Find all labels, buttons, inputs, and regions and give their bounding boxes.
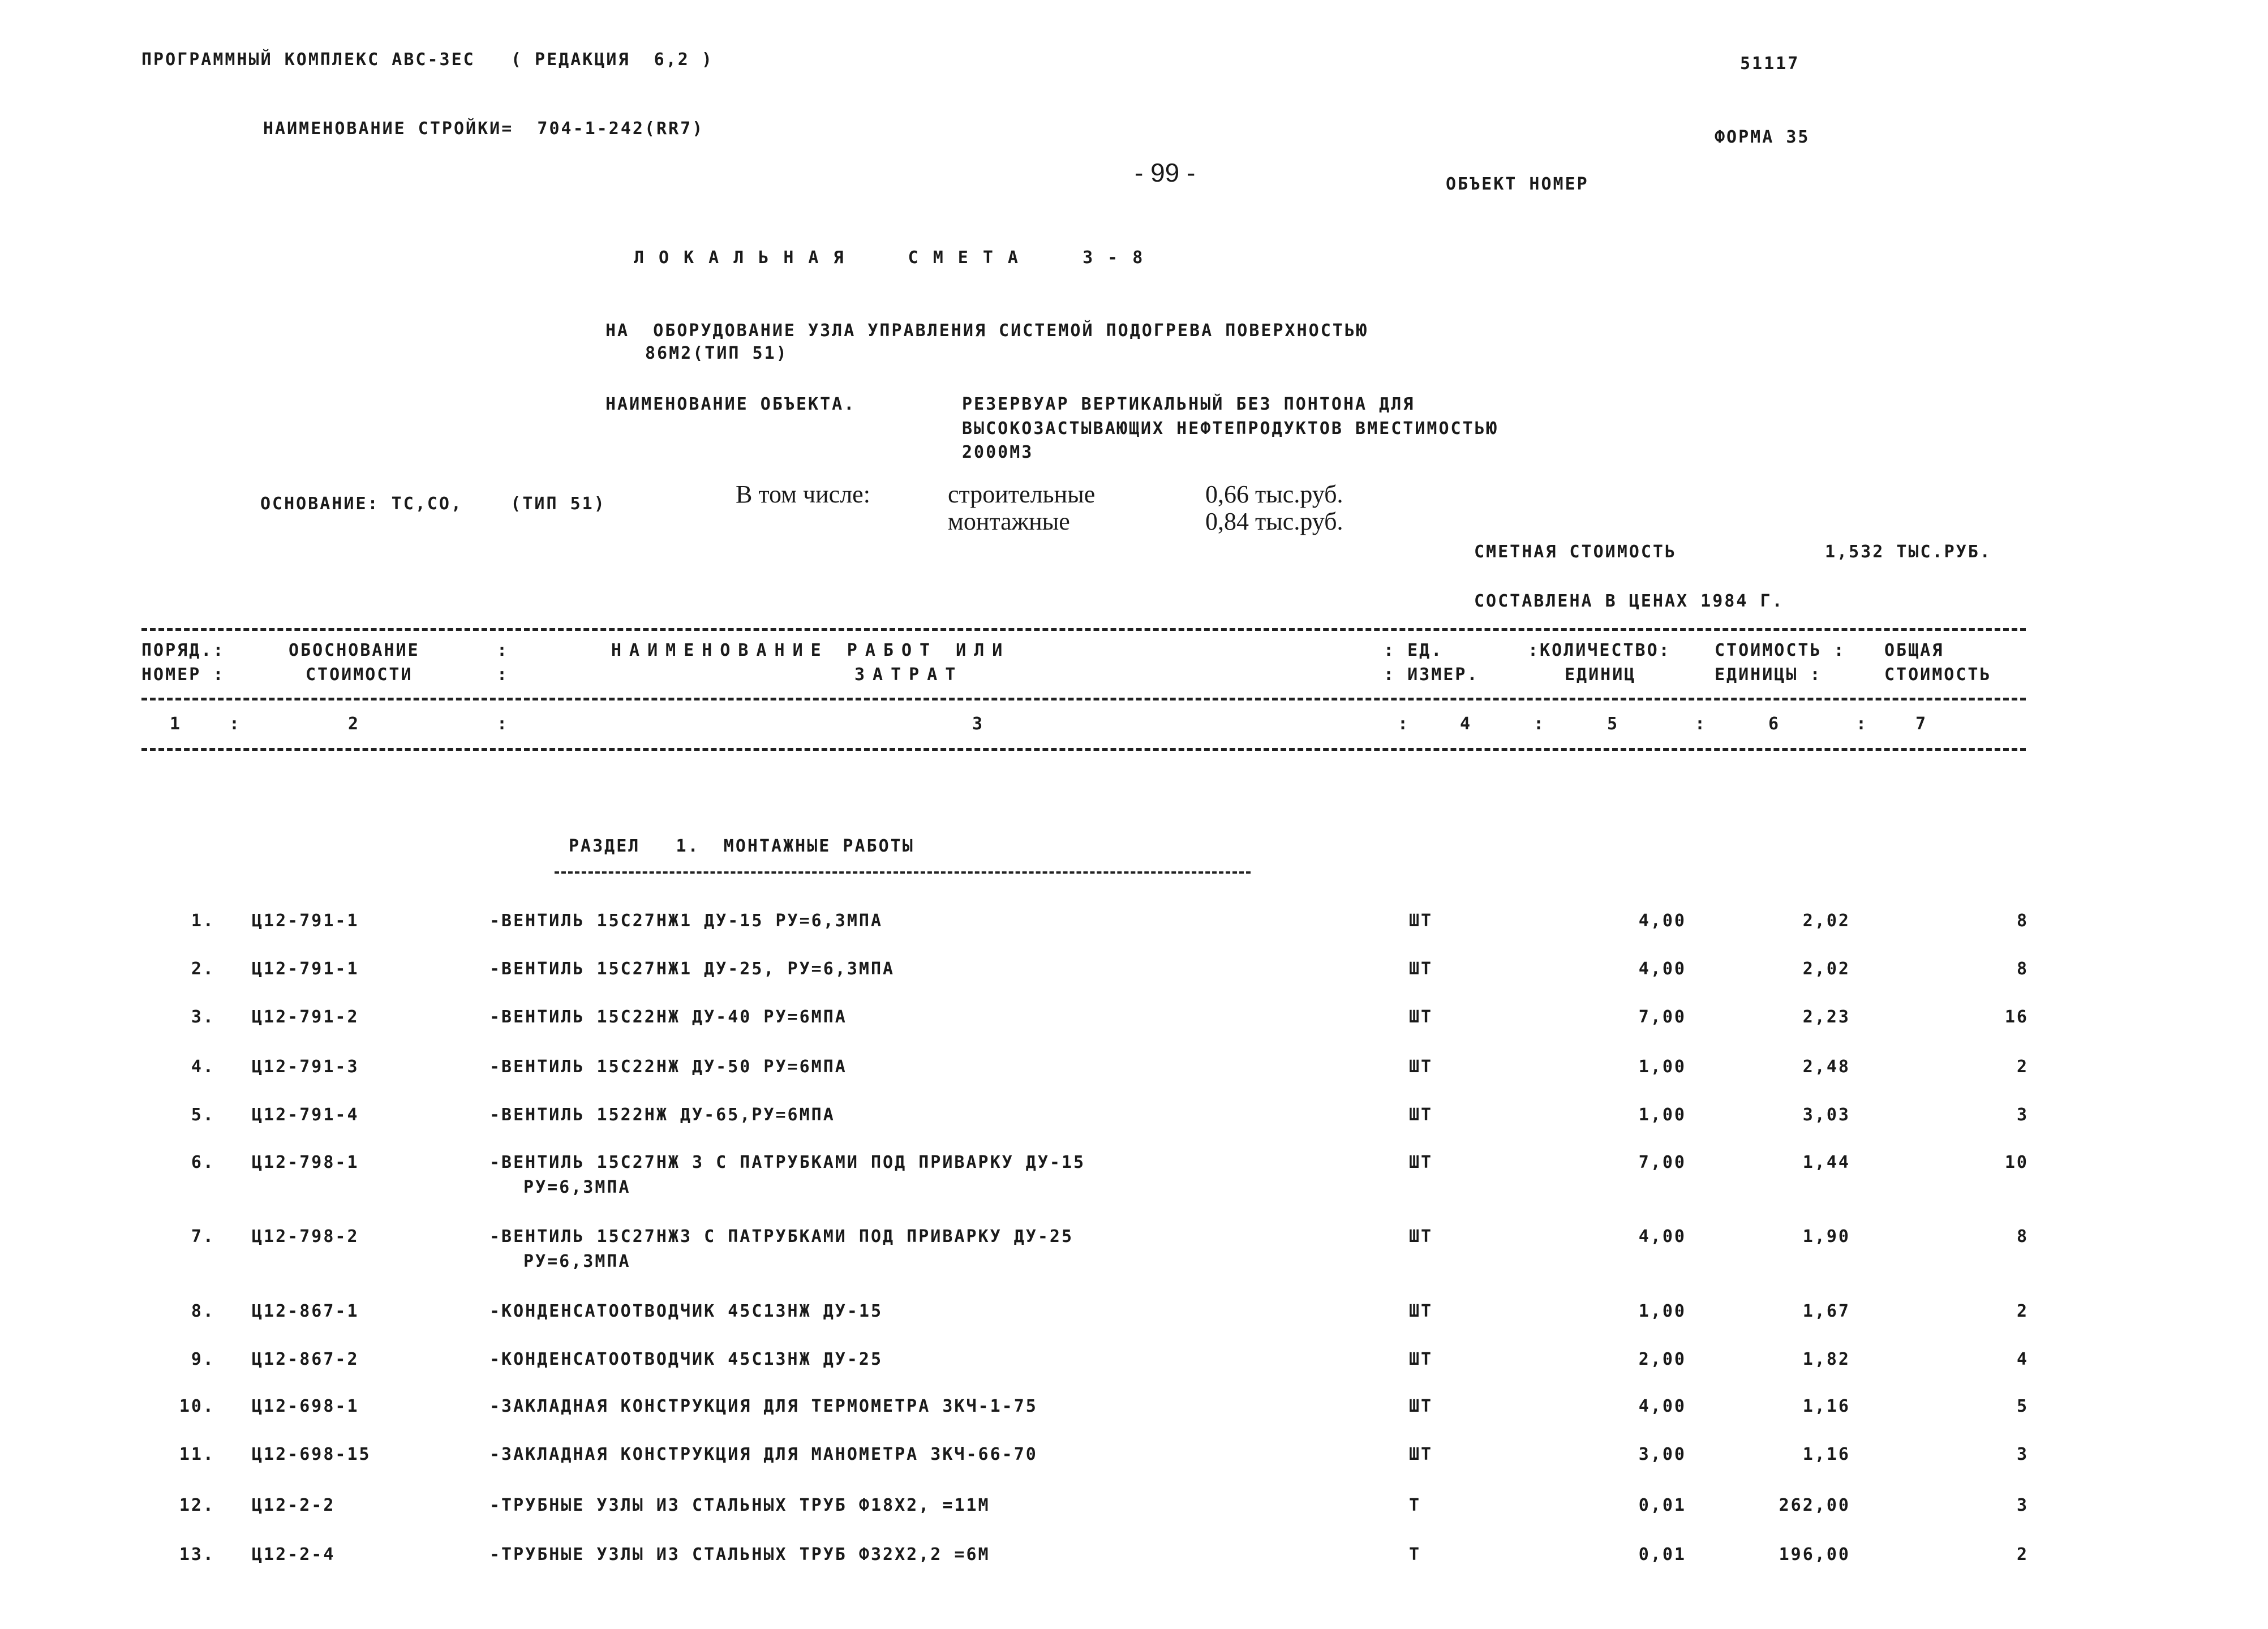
row-total-cost: 8 xyxy=(2016,911,2029,931)
row-work-name: -ВЕНТИЛЬ 15С27НЖ3 С ПАТРУБКАМИ ПОД ПРИВАРКУ ДУ-25 xyxy=(489,1227,1074,1247)
object-name-line1: РЕЗЕРВУАР ВЕРТИКАЛЬНЫЙ БЕЗ ПОНТОНА ДЛЯ xyxy=(962,394,1415,414)
estimate-title: ЛОКАЛЬНАЯ СМЕТА 3-8 xyxy=(634,248,1158,268)
row-order-number: 8. xyxy=(191,1301,215,1321)
table-row xyxy=(0,1007,2268,1064)
column-sep-1: : xyxy=(229,714,242,734)
row-unit-cost: 2,48 xyxy=(1802,1057,1850,1077)
row-total-cost: 3 xyxy=(2016,1495,2029,1515)
row-unit-cost: 262,00 xyxy=(1779,1495,1850,1515)
program-header: ПРОГРАММНЫЙ КОМПЛЕКС АВС-3ЕС ( РЕДАКЦИЯ 6,2 ) xyxy=(141,50,714,70)
row-quantity: 3,00 xyxy=(1638,1445,1686,1464)
row-order-number: 10. xyxy=(179,1396,215,1416)
row-work-name: -ТРУБНЫЕ УЗЛЫ ИЗ СТАЛЬНЫХ ТРУБ Ф32Х2,2 =6М xyxy=(489,1545,990,1564)
row-unit-cost: 1,82 xyxy=(1802,1349,1850,1369)
table-row xyxy=(0,1545,2268,1601)
column-sep-3: : xyxy=(1398,714,1410,734)
estimate-subject-line1: НА ОБОРУДОВАНИЕ УЗЛА УПРАВЛЕНИЯ СИСТЕМОЙ ПОДОГРЕВА ПОВЕРХНОСТЬЮ xyxy=(605,321,1368,341)
row-basis-code: Ц12-791-3 xyxy=(252,1057,359,1077)
header-total-cost-2: СТОИМОСТЬ xyxy=(1884,665,1992,685)
row-work-name: -ВЕНТИЛЬ 15С22НЖ ДУ-40 РУ=6МПА xyxy=(489,1007,847,1027)
column-number-7: 7 xyxy=(1915,714,1928,734)
row-order-number: 11. xyxy=(179,1445,215,1464)
estimated-cost-value: 1,532 ТЫС.РУБ. xyxy=(1825,542,1992,562)
construction-value: 0,66 тыс.руб. xyxy=(1205,480,1343,508)
row-quantity: 4,00 xyxy=(1638,959,1686,979)
row-unit: ШТ xyxy=(1409,1349,1433,1369)
row-total-cost: 8 xyxy=(2016,959,2029,979)
header-quantity-2: ЕДИНИЦ xyxy=(1565,665,1636,685)
row-work-name: -КОНДЕНСАТООТВОДЧИК 45С13НЖ ДУ-25 xyxy=(489,1349,883,1369)
row-unit: ШТ xyxy=(1409,1153,1433,1172)
header-unit-cost-1: СТОИМОСТЬ : xyxy=(1715,641,1846,660)
row-unit-cost: 2,02 xyxy=(1802,911,1850,931)
object-name-line2: ВЫСОКОЗАСТЫВАЮЩИХ НЕФТЕПРОДУКТОВ ВМЕСТИМОСТЬЮ xyxy=(962,419,1498,439)
row-order-number: 6. xyxy=(191,1153,215,1172)
row-total-cost: 2 xyxy=(2016,1301,2029,1321)
row-work-name: -ВЕНТИЛЬ 15С22НЖ ДУ-50 РУ=6МПА xyxy=(489,1057,847,1077)
row-order-number: 1. xyxy=(191,911,215,931)
row-order-number: 9. xyxy=(191,1349,215,1369)
installation-label: монтажные xyxy=(948,508,1070,535)
row-unit-cost: 2,02 xyxy=(1802,959,1850,979)
row-unit: ШТ xyxy=(1409,1007,1433,1027)
row-quantity: 7,00 xyxy=(1638,1007,1686,1027)
row-quantity: 0,01 xyxy=(1638,1495,1686,1515)
row-unit-cost: 1,90 xyxy=(1802,1227,1850,1247)
header-quantity-1: :КОЛИЧЕСТВО: xyxy=(1528,641,1671,660)
row-order-number: 2. xyxy=(191,959,215,979)
row-work-name: -КОНДЕНСАТООТВОДЧИК 45С13НЖ ДУ-15 xyxy=(489,1301,883,1321)
section-underline xyxy=(555,871,1251,874)
table-row xyxy=(0,1153,2268,1209)
row-quantity: 7,00 xyxy=(1638,1153,1686,1172)
installation-value: 0,84 тыс.руб. xyxy=(1205,508,1343,535)
row-unit-cost: 1,67 xyxy=(1802,1301,1850,1321)
row-unit-cost: 2,23 xyxy=(1802,1007,1850,1027)
object-name-line3: 2000М3 xyxy=(962,442,1034,462)
row-basis-code: Ц12-798-2 xyxy=(252,1227,359,1247)
column-sep-2: : xyxy=(497,714,509,734)
row-basis-code: Ц12-698-15 xyxy=(252,1445,371,1464)
row-basis-code: Ц12-2-4 xyxy=(252,1545,336,1564)
row-quantity: 4,00 xyxy=(1638,911,1686,931)
row-basis-code: Ц12-2-2 xyxy=(252,1495,336,1515)
column-number-2: 2 xyxy=(348,714,360,734)
row-basis-code: Ц12-791-1 xyxy=(252,959,359,979)
object-number: ОБЪЕКТ НОМЕР xyxy=(1446,174,1589,194)
row-work-name: -ВЕНТИЛЬ 15С27НЖ 3 С ПАТРУБКАМИ ПОД ПРИВАРКУ ДУ-15 xyxy=(489,1153,1086,1172)
row-basis-code: Ц12-791-2 xyxy=(252,1007,359,1027)
estimate-subject-line2: 86М2(ТИП 51) xyxy=(645,343,788,363)
row-basis-code: Ц12-867-1 xyxy=(252,1301,359,1321)
row-unit: Т xyxy=(1409,1495,1421,1515)
page-number: - 99 - xyxy=(1135,158,1196,187)
table-header-rule xyxy=(141,698,2026,700)
row-total-cost: 3 xyxy=(2016,1105,2029,1125)
header-unit-2: : ИЗМЕР. xyxy=(1384,665,1479,685)
form-number: ФОРМА 35 xyxy=(1715,127,1810,147)
row-basis-code: Ц12-798-1 xyxy=(252,1153,359,1172)
header-sep-a2: : xyxy=(497,665,509,685)
header-basis-2: СТОИМОСТИ xyxy=(306,665,413,685)
row-quantity: 4,00 xyxy=(1638,1396,1686,1416)
row-unit-cost: 1,16 xyxy=(1802,1445,1850,1464)
column-sep-6: : xyxy=(1856,714,1868,734)
row-unit-cost: 3,03 xyxy=(1802,1105,1850,1125)
row-total-cost: 2 xyxy=(2016,1057,2029,1077)
construction-label: строительные xyxy=(948,480,1096,508)
row-total-cost: 3 xyxy=(2016,1445,2029,1464)
row-work-name: -ВЕНТИЛЬ 15С27НЖ1 ДУ-15 РУ=6,3МПА xyxy=(489,911,883,931)
row-unit: ШТ xyxy=(1409,1301,1433,1321)
row-unit: ШТ xyxy=(1409,1227,1433,1247)
row-unit: Т xyxy=(1409,1545,1421,1564)
header-work-name-1: НАИМЕНОВАНИЕ РАБОТ ИЛИ xyxy=(611,641,1011,660)
row-total-cost: 2 xyxy=(2016,1545,2029,1564)
column-number-6: 6 xyxy=(1768,714,1781,734)
row-work-name: -ТРУБНЫЕ УЗЛЫ ИЗ СТАЛЬНЫХ ТРУБ Ф18Х2, =11М xyxy=(489,1495,990,1515)
row-work-name-continued: РУ=6,3МПА xyxy=(523,1177,631,1197)
row-order-number: 4. xyxy=(191,1057,215,1077)
column-number-1: 1 xyxy=(170,714,182,734)
row-work-name: -ВЕНТИЛЬ 1522НЖ ДУ-65,РУ=6МПА xyxy=(489,1105,835,1125)
row-basis-code: Ц12-867-2 xyxy=(252,1349,359,1369)
table-top-rule xyxy=(141,628,2026,631)
row-order-number: 7. xyxy=(191,1227,215,1247)
column-number-5: 5 xyxy=(1607,714,1620,734)
header-order-number-2: НОМЕР : xyxy=(141,665,225,685)
header-basis-1: ОБОСНОВАНИЕ xyxy=(289,641,420,660)
table-column-number-rule xyxy=(141,748,2026,751)
construction-line-name: НАИМЕНОВАНИЕ СТРОЙКИ= 704-1-242(RR7) xyxy=(263,119,705,139)
header-order-number-1: ПОРЯД.: xyxy=(141,641,225,660)
header-total-cost-1: ОБЩАЯ xyxy=(1884,641,1944,660)
column-sep-4: : xyxy=(1534,714,1546,734)
column-sep-5: : xyxy=(1695,714,1707,734)
prices-basis: СОСТАВЛЕНА В ЦЕНАХ 1984 Г. xyxy=(1474,591,1784,611)
column-number-3: 3 xyxy=(972,714,985,734)
section-heading: РАЗДЕЛ 1. МОНТАЖНЫЕ РАБОТЫ xyxy=(569,836,914,856)
row-total-cost: 4 xyxy=(2016,1349,2029,1369)
estimated-cost-label: СМЕТНАЯ СТОИМОСТЬ xyxy=(1474,542,1677,562)
row-basis-code: Ц12-791-1 xyxy=(252,911,359,931)
row-total-cost: 8 xyxy=(2016,1227,2029,1247)
row-unit: ШТ xyxy=(1409,959,1433,979)
row-quantity: 1,00 xyxy=(1638,1105,1686,1125)
header-unit-1: : ЕД. xyxy=(1384,641,1444,660)
row-order-number: 3. xyxy=(191,1007,215,1027)
row-unit: ШТ xyxy=(1409,1105,1433,1125)
estimate-basis: ОСНОВАНИЕ: ТС,СО, (ТИП 51) xyxy=(260,494,606,514)
row-unit-cost: 196,00 xyxy=(1779,1545,1850,1564)
table-row xyxy=(0,1227,2268,1283)
row-work-name: -ЗАКЛАДНАЯ КОНСТРУКЦИЯ ДЛЯ ТЕРМОМЕТРА 3КЧ-1-75 xyxy=(489,1396,1038,1416)
table-row xyxy=(0,1445,2268,1501)
table-row xyxy=(0,1495,2268,1552)
row-order-number: 5. xyxy=(191,1105,215,1125)
row-basis-code: Ц12-791-4 xyxy=(252,1105,359,1125)
column-number-4: 4 xyxy=(1460,714,1472,734)
header-unit-cost-2: ЕДИНИЦЫ : xyxy=(1715,665,1822,685)
row-total-cost: 5 xyxy=(2016,1396,2029,1416)
row-work-name-continued: РУ=6,3МПА xyxy=(523,1252,631,1271)
header-sep-a1: : xyxy=(497,641,509,660)
row-order-number: 13. xyxy=(179,1545,215,1564)
row-quantity: 1,00 xyxy=(1638,1057,1686,1077)
row-unit: ШТ xyxy=(1409,1445,1433,1464)
row-unit-cost: 1,16 xyxy=(1802,1396,1850,1416)
row-quantity: 1,00 xyxy=(1638,1301,1686,1321)
object-label: НАИМЕНОВАНИЕ ОБЪЕКТА. xyxy=(605,394,856,414)
row-quantity: 2,00 xyxy=(1638,1349,1686,1369)
row-unit-cost: 1,44 xyxy=(1802,1153,1850,1172)
row-order-number: 12. xyxy=(179,1495,215,1515)
row-unit: ШТ xyxy=(1409,1057,1433,1077)
row-work-name: -ЗАКЛАДНАЯ КОНСТРУКЦИЯ ДЛЯ МАНОМЕТРА 3КЧ-66-70 xyxy=(489,1445,1038,1464)
row-total-cost: 10 xyxy=(2004,1153,2029,1172)
row-basis-code: Ц12-698-1 xyxy=(252,1396,359,1416)
document-code: 51117 xyxy=(1740,54,1800,74)
including-label: В том числе: xyxy=(736,480,870,508)
row-unit: ШТ xyxy=(1409,911,1433,931)
row-quantity: 4,00 xyxy=(1638,1227,1686,1247)
row-total-cost: 16 xyxy=(2004,1007,2029,1027)
header-work-name-2: ЗАТРАТ xyxy=(854,665,964,685)
row-work-name: -ВЕНТИЛЬ 15С27НЖ1 ДУ-25, РУ=6,3МПА xyxy=(489,959,895,979)
row-quantity: 0,01 xyxy=(1638,1545,1686,1564)
row-unit: ШТ xyxy=(1409,1396,1433,1416)
